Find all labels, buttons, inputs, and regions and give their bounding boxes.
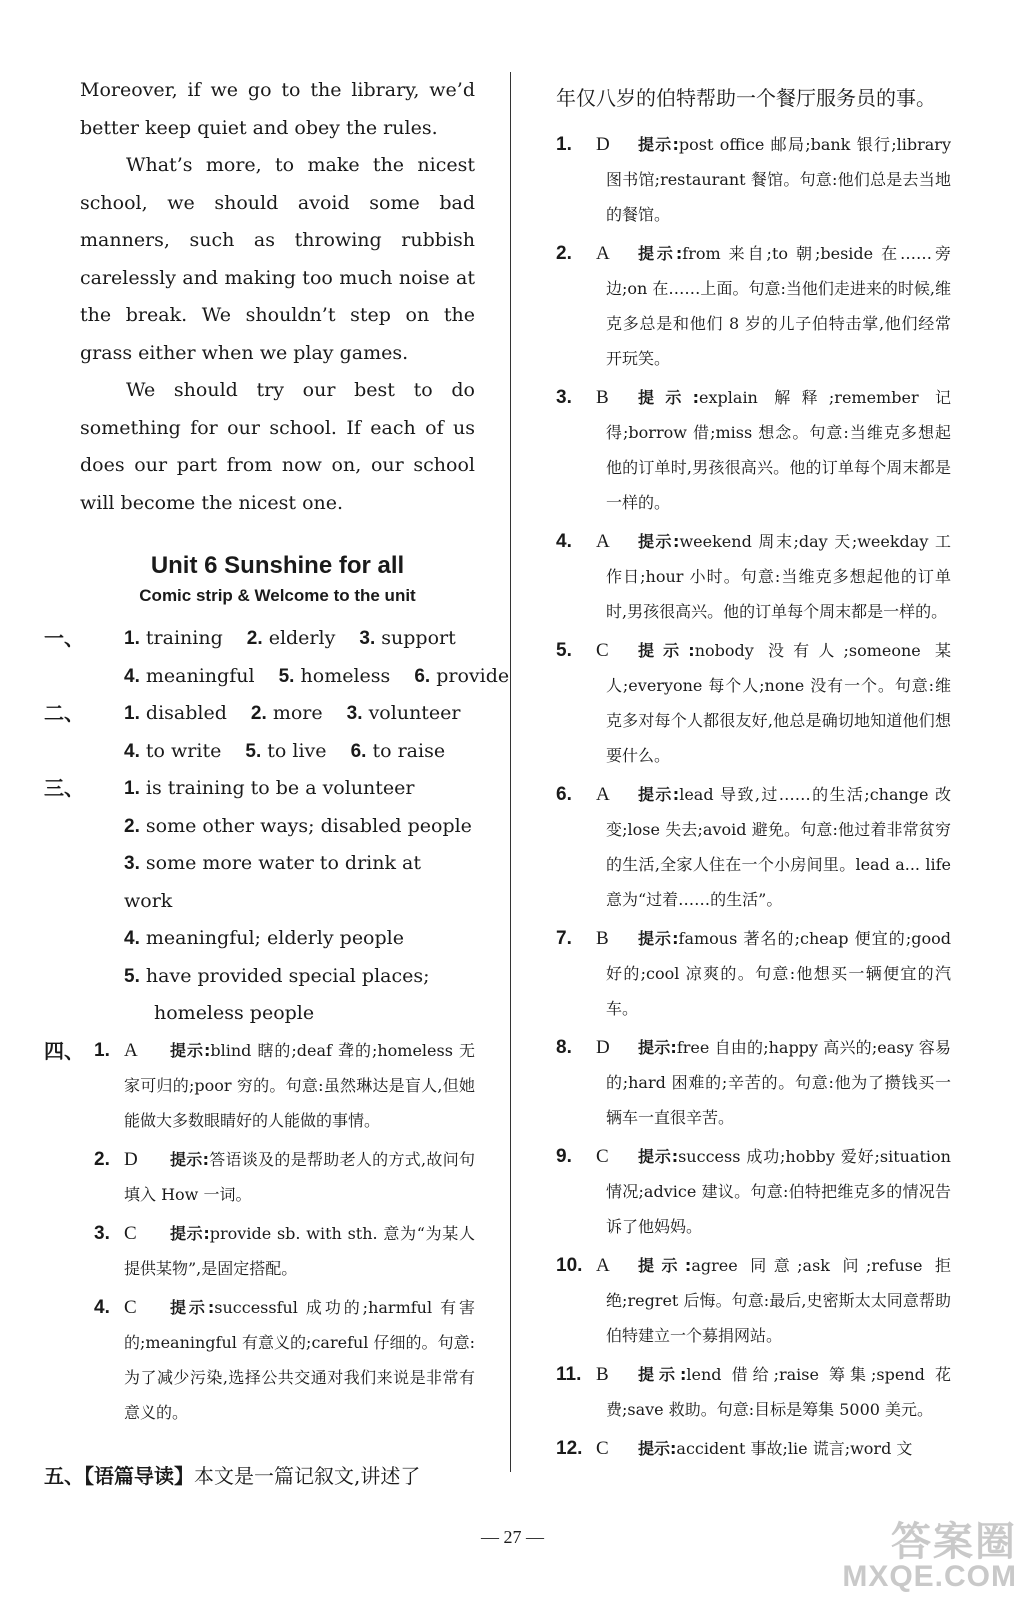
item-number: 3. xyxy=(346,703,363,724)
hint-label: 提示: xyxy=(638,135,679,154)
answer-item xyxy=(80,1142,475,1212)
item-number: 2. xyxy=(246,628,263,649)
hint-text: lead 导致,过……的生活;change 改变;lose 失去;avoid 避免。句意:他过着非常贫穷的生活,全家人住在一个小房间里。lead a... life 意为“过着……的生活”。 xyxy=(606,785,951,909)
answer-letter: A xyxy=(596,1255,610,1276)
answer-line xyxy=(124,845,475,920)
item-number: 4. xyxy=(124,665,140,687)
answer-text: elderly xyxy=(268,627,336,649)
hint-label: 提示: xyxy=(638,532,680,551)
hint-text: nobody 没有人;someone 某人;everyone 每个人;none 没有一个。句意:维克多对每个人都很友好,他总是确切地知道他们想要什么。 xyxy=(606,641,951,765)
answer-line xyxy=(124,770,475,808)
item-number: 3. xyxy=(359,628,376,649)
hint-text: 答语谈及的是帮助老人的方式,故问句填入 How 一词。 xyxy=(124,1149,475,1204)
section-label: 一、 xyxy=(44,626,84,650)
answer-letter: D xyxy=(124,1148,138,1170)
answer-line xyxy=(124,658,510,696)
answer-letter: D xyxy=(596,1037,610,1058)
hint-label: 提示: xyxy=(638,785,680,804)
left-column xyxy=(44,72,510,1434)
item-number: 1. xyxy=(556,134,572,155)
item-number: 4. xyxy=(556,531,572,552)
item-number: 5. xyxy=(124,965,140,987)
answer-letter: A xyxy=(596,784,610,805)
essay-paragraph: Moreover, if we go to the library, we’d better keep quiet and obey the rules. xyxy=(80,79,475,139)
item-number: 12. xyxy=(556,1438,583,1459)
answer-text: have provided special places; homeless people xyxy=(145,964,430,1024)
item-number: 4. xyxy=(124,928,140,949)
answer-line xyxy=(124,695,475,733)
right-column xyxy=(556,80,951,1470)
hint-label: 提示: xyxy=(638,1439,677,1458)
answer-text: some other ways; disabled people xyxy=(145,814,472,837)
answer-text: to live xyxy=(267,739,327,762)
hint-label: 提示: xyxy=(638,1038,677,1057)
hint-text: agree 同意;ask 问;refuse 拒绝;regret 后悔。句意:最后,史密斯太太同意帮助伯特建立一个募捐网站。 xyxy=(606,1256,951,1345)
answer-item xyxy=(556,236,951,376)
section-label: 二、 xyxy=(44,701,84,725)
answer-letter: B xyxy=(596,1364,609,1385)
answer-letter: A xyxy=(596,531,610,552)
hint-label: 提示: xyxy=(638,388,700,407)
watermark-text: 答案圈 xyxy=(891,1520,1017,1564)
hint-label: 提示: xyxy=(170,1223,210,1243)
item-number: 5. xyxy=(245,740,262,762)
essay-paragraph: We should try our best to do something for our school. If each of us does our part from now on, our school will become the nicest one. xyxy=(80,379,475,514)
unit-title: Unit 6 Sunshine for all xyxy=(150,552,405,579)
hint-text: provide sb. with sth. 意为“为某人提供某物”,是固定搭配。 xyxy=(124,1223,475,1278)
answer-letter: C xyxy=(124,1296,137,1318)
hint-text: successful 成功的;harmful 有害的;meaningful 有意义的;careful 仔细的。句意:为了减少污染,选择公共交通对我们来说是非常有意义的。 xyxy=(124,1297,476,1422)
answer-item xyxy=(556,1357,951,1427)
answer-item xyxy=(556,1248,951,1353)
hint-text: post office 邮局;bank 银行;library 图书馆;restaurant 餐馆。句意:他们总是去当地的餐馆。 xyxy=(606,135,951,224)
answer-text: volunteer xyxy=(368,702,461,724)
item-number: 11. xyxy=(556,1364,582,1385)
item-number: 2. xyxy=(250,703,267,724)
answer-item xyxy=(556,777,951,917)
item-number: 3. xyxy=(94,1222,110,1244)
answer-text: training xyxy=(145,627,223,649)
answer-text: support xyxy=(381,627,456,649)
reading-guide-text: 本文是一篇记叙文,讲述了 xyxy=(194,1464,421,1488)
hint-text: accident 事故;lie 谎言;word 文 xyxy=(676,1439,913,1458)
hint-label: 提示: xyxy=(638,1256,692,1275)
hint-label: 提示: xyxy=(170,1149,209,1169)
answer-letter: B xyxy=(596,387,609,408)
answer-item xyxy=(556,921,951,1026)
hint-text: success 成功;hobby 爱好;situation 情况;advice 建议。句意:伯特把维克多的情况告诉了他妈妈。 xyxy=(606,1147,951,1236)
item-number: 9. xyxy=(556,1146,572,1167)
watermark-logo xyxy=(842,1522,1017,1592)
answer-line xyxy=(124,733,475,771)
item-number: 3. xyxy=(124,853,140,874)
answer-text: homeless xyxy=(300,664,391,687)
item-number: 1. xyxy=(94,1039,110,1061)
answer-text: to write xyxy=(145,739,222,762)
section-5 xyxy=(44,1458,484,1494)
answer-letter: C xyxy=(124,1222,137,1244)
answer-letter: C xyxy=(596,640,609,661)
answer-item xyxy=(556,633,951,773)
hint-label: 提示: xyxy=(638,1365,687,1384)
hint-text: blind 瞎的;deaf 聋的;homeless 无家可归的;poor 穷的。句意:虽然琳达是盲人,但她能做大多数眼睛好的人能做的事情。 xyxy=(124,1040,475,1130)
item-number: 5. xyxy=(556,640,572,661)
hint-label: 提示: xyxy=(638,641,695,660)
answer-text: meaningful; elderly people xyxy=(145,927,404,949)
reading-guide-continued: 年仅八岁的伯特帮助一个餐厅服务员的事。 xyxy=(556,86,936,110)
unit-subtitle: Comic strip & Welcome to the unit xyxy=(139,586,416,605)
answer-text: meaningful xyxy=(145,664,255,687)
section-4 xyxy=(44,1033,476,1430)
essay-paragraph: What’s more, to make the nicest school, we should avoid some bad manners, such as throwing rubbish carelessly and making too much noise at the break. We shouldn’t step on the grass either when we play games. xyxy=(80,154,475,364)
answer-letter: A xyxy=(124,1039,138,1061)
answer-text: disabled xyxy=(145,702,227,724)
item-number: 1. xyxy=(124,628,140,649)
answer-letter: D xyxy=(596,134,610,155)
hint-text: famous 著名的;cheap 便宜的;good 好的;cool 凉爽的。句意:他想买一辆便宜的汽车。 xyxy=(606,929,951,1018)
item-number: 3. xyxy=(556,387,572,408)
answer-letter: C xyxy=(596,1438,609,1459)
answer-item xyxy=(556,524,951,629)
hint-label: 提示: xyxy=(638,1147,679,1166)
hint-text: weekend 周末;day 天;weekday 工作日;hour 小时。句意:当维克多想起他的订单时,男孩很高兴。他的订单每个周末都是一样的。 xyxy=(606,532,951,621)
item-number: 8. xyxy=(556,1037,572,1058)
section-label: 四、 xyxy=(44,1038,84,1063)
hint-label: 提示: xyxy=(170,1040,211,1060)
answer-line xyxy=(124,620,475,658)
hint-text: explain 解释;remember 记得;borrow 借;miss 想念。句意:当维克多想起他的订单时,男孩很高兴。他的订单每个周末都是一样的。 xyxy=(606,388,951,512)
section-3 xyxy=(44,770,475,1033)
page-number: — 27 — xyxy=(481,1527,544,1547)
answer-line xyxy=(124,920,475,958)
hint-text: free 自由的;happy 高兴的;easy 容易的;hard 困难的;辛苦的。句意:他为了攒钱买一辆车一直很辛苦。 xyxy=(606,1038,951,1127)
item-number: 7. xyxy=(556,928,572,949)
answer-letter: A xyxy=(596,243,610,264)
hint-text: from 来自;to 朝;beside 在……旁边;on 在……上面。句意:当他们走进来的时候,维克多总是和他们 8 岁的儿子伯特击掌,他们经常开玩笑。 xyxy=(606,244,951,368)
answer-text: some more water to drink at work xyxy=(124,852,421,912)
item-number: 4. xyxy=(94,1296,110,1318)
section-label: 五、 xyxy=(44,1464,84,1488)
item-number: 5. xyxy=(278,665,295,687)
answer-text: to raise xyxy=(372,739,446,762)
watermark-url: MXQE.COM xyxy=(842,1560,1017,1593)
answer-item xyxy=(556,1431,951,1466)
column-divider xyxy=(510,72,511,1472)
answer-letter: C xyxy=(596,1146,609,1167)
answer-text: is training to be a volunteer xyxy=(145,777,415,799)
hint-text: lend 借给;raise 筹集;spend 花费;save 救助。句意:目标是筹集 5000 美元。 xyxy=(606,1365,951,1419)
answer-item xyxy=(80,1290,475,1430)
answer-line xyxy=(124,808,475,846)
answer-letter: B xyxy=(596,928,609,949)
answer-item xyxy=(556,1030,951,1135)
item-number: 10. xyxy=(556,1255,583,1276)
answer-item xyxy=(80,1216,475,1286)
section-2 xyxy=(44,695,475,770)
answer-item xyxy=(556,127,951,232)
item-number: 1. xyxy=(124,778,140,799)
item-number: 2. xyxy=(556,243,572,264)
hint-label: 提示: xyxy=(170,1297,215,1317)
reading-guide-label: 【语篇导读】 xyxy=(84,1464,194,1488)
answer-text: provide xyxy=(436,664,510,687)
item-number: 6. xyxy=(414,665,431,687)
answer-item xyxy=(556,380,951,520)
item-number: 6. xyxy=(556,784,572,805)
answer-item xyxy=(80,1033,475,1138)
hint-label: 提示: xyxy=(638,244,683,263)
answer-text: more xyxy=(272,702,323,724)
item-number: 6. xyxy=(350,740,367,762)
item-number: 2. xyxy=(124,815,140,837)
item-number: 4. xyxy=(124,740,140,762)
item-number: 1. xyxy=(124,703,140,724)
answer-line xyxy=(124,958,475,1033)
section-label: 三、 xyxy=(44,776,84,800)
hint-label: 提示: xyxy=(638,929,679,948)
answer-item xyxy=(556,1139,951,1244)
section-1 xyxy=(44,620,510,695)
item-number: 2. xyxy=(94,1148,110,1170)
